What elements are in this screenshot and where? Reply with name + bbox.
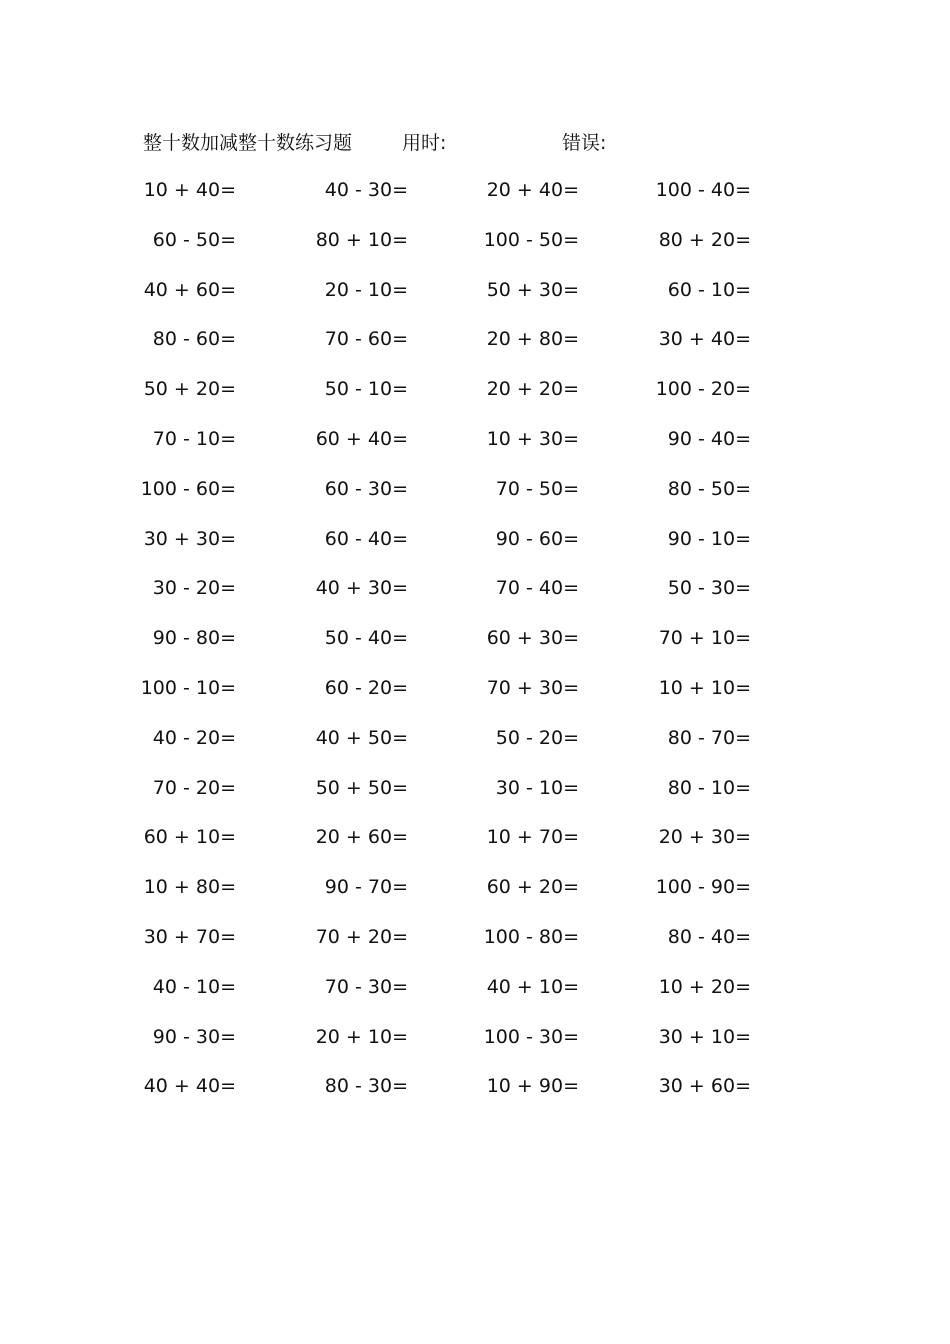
math-problem: 60 - 40=	[324, 527, 408, 550]
problem-row	[0, 1070, 950, 1120]
math-problem: 20 + 30=	[658, 826, 751, 849]
problem-row	[0, 821, 950, 871]
math-problem: 80 - 10=	[667, 776, 751, 799]
worksheet-header	[0, 128, 950, 158]
problem-row	[0, 672, 950, 722]
problem-row	[0, 523, 950, 573]
math-problem: 80 - 60=	[152, 328, 236, 351]
problem-row	[0, 473, 950, 523]
math-problem: 60 + 30=	[486, 627, 579, 650]
math-problem: 80 - 30=	[324, 1075, 408, 1098]
math-problem: 60 + 10=	[143, 826, 236, 849]
math-problem: 100 - 90=	[655, 876, 751, 899]
math-problem: 30 - 20=	[152, 577, 236, 600]
math-problem: 80 - 50=	[667, 477, 751, 500]
math-problem: 70 + 10=	[658, 627, 751, 650]
math-problem: 30 + 60=	[658, 1075, 751, 1098]
math-problem: 10 + 10=	[658, 676, 751, 699]
problem-row	[0, 274, 950, 324]
math-problem: 100 - 60=	[140, 477, 236, 500]
math-problem: 40 + 40=	[143, 1075, 236, 1098]
math-problem: 70 - 60=	[324, 328, 408, 351]
math-problem: 100 - 20=	[655, 378, 751, 401]
math-problem: 90 - 60=	[495, 527, 579, 550]
problem-row	[0, 572, 950, 622]
math-problem: 40 + 50=	[315, 726, 408, 749]
error-label: 错误:	[562, 132, 607, 154]
worksheet-title: 整十数加减整十数练习题	[143, 132, 353, 154]
math-problem: 70 + 20=	[315, 925, 408, 948]
math-problem: 40 + 60=	[143, 278, 236, 301]
math-problem: 20 + 20=	[486, 378, 579, 401]
math-problem: 100 - 40=	[655, 179, 751, 201]
math-problem: 50 - 10=	[324, 378, 408, 401]
problem-row	[0, 373, 950, 423]
math-problem: 90 - 40=	[667, 427, 751, 450]
math-problem: 10 + 40=	[143, 179, 236, 201]
math-problem: 50 + 50=	[315, 776, 408, 799]
math-problem: 10 + 20=	[658, 975, 751, 998]
math-problem: 30 + 40=	[658, 328, 751, 351]
math-problem: 30 + 30=	[143, 527, 236, 550]
math-problem: 60 - 50=	[152, 228, 236, 251]
math-problem: 80 - 70=	[667, 726, 751, 749]
math-problem: 70 - 30=	[324, 975, 408, 998]
math-problem: 70 - 10=	[152, 427, 236, 450]
math-problem: 50 - 30=	[667, 577, 751, 600]
math-problem: 40 + 30=	[315, 577, 408, 600]
math-problem: 100 - 80=	[483, 925, 579, 948]
problem-row	[0, 224, 950, 274]
problem-row	[0, 622, 950, 672]
math-problem: 30 + 70=	[143, 925, 236, 948]
math-problem: 20 - 10=	[324, 278, 408, 301]
time-label: 用时:	[402, 132, 447, 154]
math-problem: 90 - 30=	[152, 1025, 236, 1048]
math-problem: 30 + 10=	[658, 1025, 751, 1048]
math-problem: 30 - 10=	[495, 776, 579, 799]
math-problem: 20 + 40=	[486, 179, 579, 201]
math-problem: 40 - 20=	[152, 726, 236, 749]
problem-row	[0, 323, 950, 373]
math-problem: 20 + 10=	[315, 1025, 408, 1048]
math-problem: 100 - 30=	[483, 1025, 579, 1048]
math-problem: 60 - 20=	[324, 676, 408, 699]
math-problem: 70 - 50=	[495, 477, 579, 500]
math-problem: 60 + 20=	[486, 876, 579, 899]
problem-row	[0, 722, 950, 772]
math-problem: 90 - 10=	[667, 527, 751, 550]
math-problem: 70 - 20=	[152, 776, 236, 799]
math-problem: 80 + 20=	[658, 228, 751, 251]
problem-row	[0, 423, 950, 473]
math-problem: 10 + 80=	[143, 876, 236, 899]
problem-row	[0, 871, 950, 921]
math-problem: 40 - 30=	[324, 179, 408, 201]
math-problem: 80 + 10=	[315, 228, 408, 251]
math-problem: 90 - 70=	[324, 876, 408, 899]
problem-row	[0, 174, 950, 224]
problem-row	[0, 921, 950, 971]
math-problem: 60 - 10=	[667, 278, 751, 301]
math-problem: 40 - 10=	[152, 975, 236, 998]
math-problem: 40 + 10=	[486, 975, 579, 998]
math-problem: 50 - 20=	[495, 726, 579, 749]
math-problem: 50 + 30=	[486, 278, 579, 301]
problem-grid	[0, 174, 950, 1120]
problem-row	[0, 772, 950, 822]
math-problem: 70 - 40=	[495, 577, 579, 600]
math-problem: 100 - 50=	[483, 228, 579, 251]
math-problem: 10 + 90=	[486, 1075, 579, 1098]
math-problem: 70 + 30=	[486, 676, 579, 699]
math-problem: 20 + 80=	[486, 328, 579, 351]
math-problem: 50 - 40=	[324, 627, 408, 650]
math-problem: 20 + 60=	[315, 826, 408, 849]
math-problem: 80 - 40=	[667, 925, 751, 948]
math-problem: 60 + 40=	[315, 427, 408, 450]
math-problem: 90 - 80=	[152, 627, 236, 650]
math-problem: 60 - 30=	[324, 477, 408, 500]
math-problem: 50 + 20=	[143, 378, 236, 401]
math-problem: 10 + 30=	[486, 427, 579, 450]
math-problem: 100 - 10=	[140, 676, 236, 699]
problem-row	[0, 1021, 950, 1071]
problem-row	[0, 971, 950, 1021]
math-problem: 10 + 70=	[486, 826, 579, 849]
